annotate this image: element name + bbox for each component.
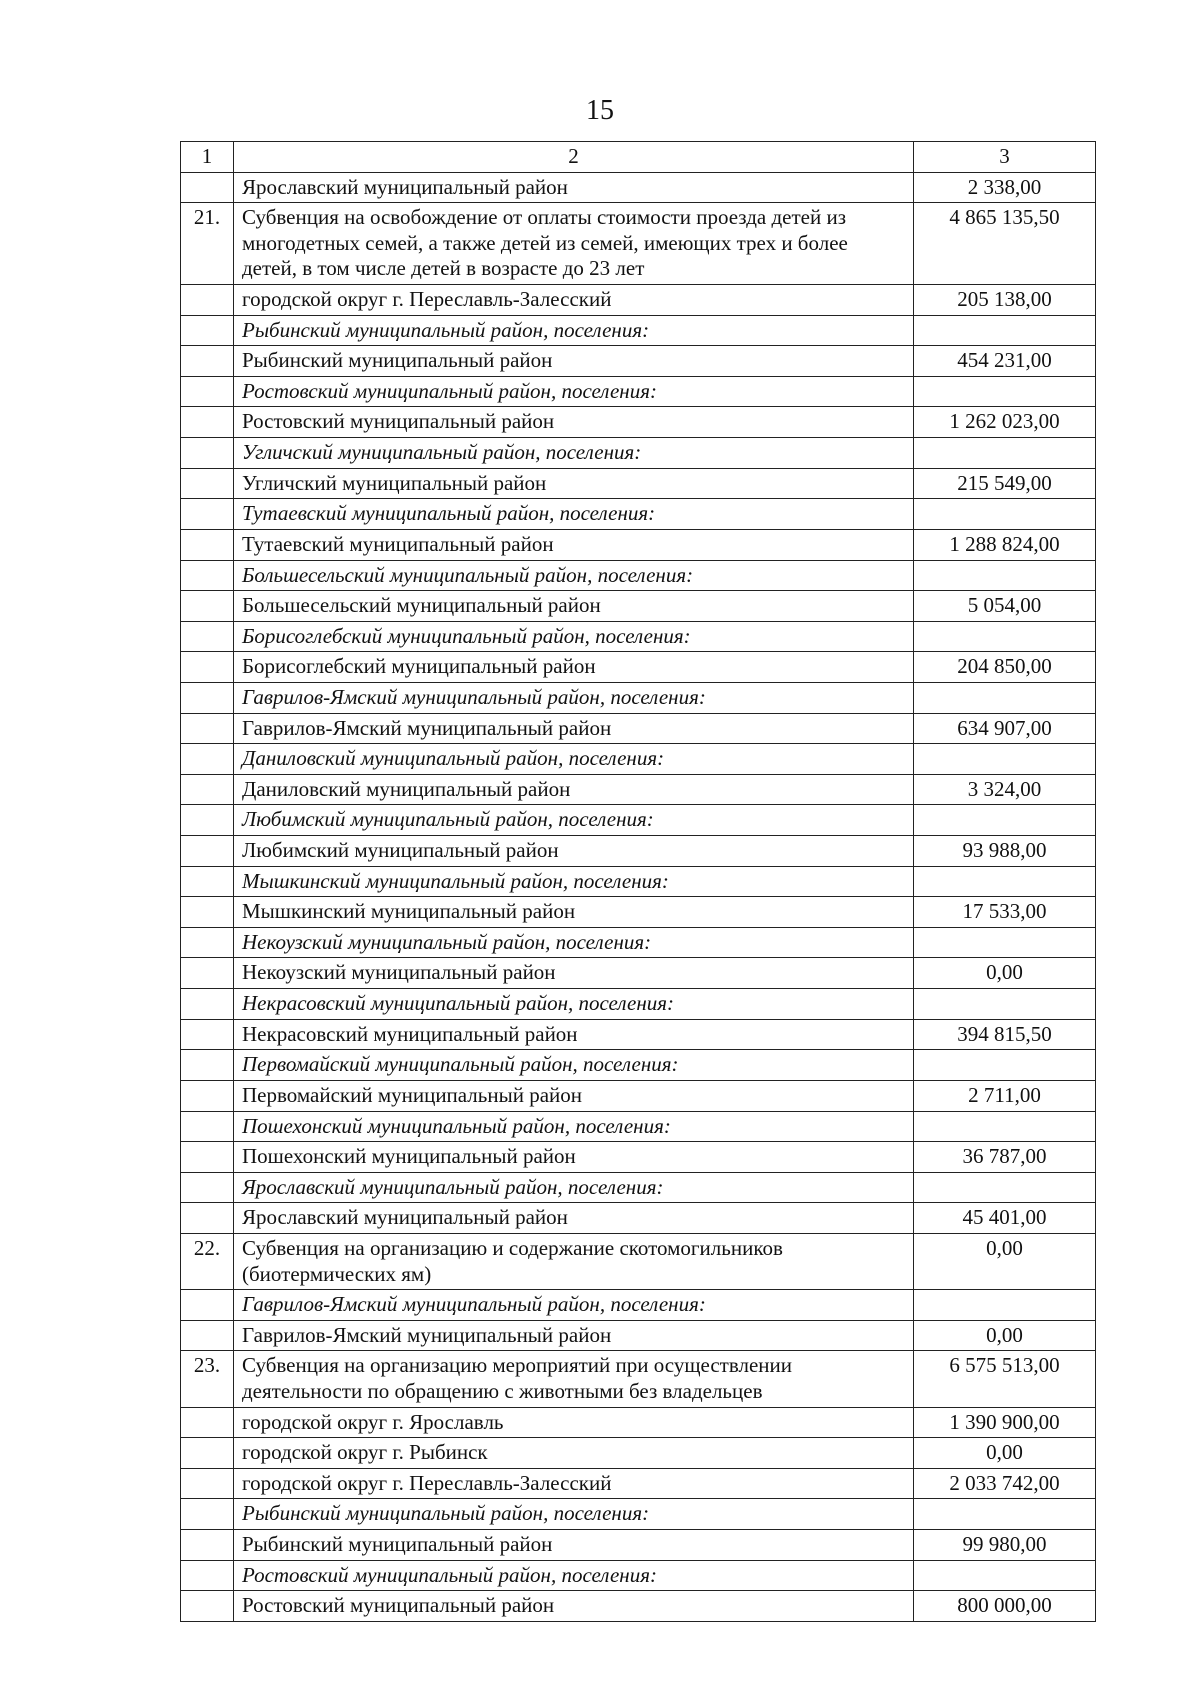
header-col-2: 2 [234, 142, 914, 173]
row-number-cell [181, 1591, 234, 1622]
row-number-cell [181, 285, 234, 316]
row-number-cell [181, 1438, 234, 1469]
row-value-cell: 634 907,00 [914, 713, 1096, 744]
row-number-cell [181, 713, 234, 744]
row-name-cell: Ярославский муниципальный район, поселения: [234, 1172, 914, 1203]
row-value-cell [914, 499, 1096, 530]
row-number-cell [181, 468, 234, 499]
row-name-cell: Ростовский муниципальный район, поселения: [234, 376, 914, 407]
row-value-cell: 394 815,50 [914, 1019, 1096, 1050]
row-number-cell [181, 499, 234, 530]
row-value-cell: 45 401,00 [914, 1203, 1096, 1234]
row-number-cell: 21. [181, 203, 234, 285]
row-name-cell: городской округ г. Переславль-Залесский [234, 1468, 914, 1499]
row-value-cell [914, 744, 1096, 775]
row-number-cell [181, 315, 234, 346]
row-number-cell [181, 866, 234, 897]
row-name-cell: Большесельский муниципальный район [234, 591, 914, 622]
row-name-cell: Некрасовский муниципальный район, поселения: [234, 989, 914, 1020]
section-row [181, 1233, 1096, 1289]
row-number-cell [181, 1530, 234, 1561]
subheader-row [181, 682, 1096, 713]
subheader-row [181, 1290, 1096, 1321]
row-value-cell: 1 262 023,00 [914, 407, 1096, 438]
row-number-cell [181, 438, 234, 469]
table-row [181, 1203, 1096, 1234]
row-value-cell [914, 315, 1096, 346]
row-number-cell [181, 560, 234, 591]
row-number-cell [181, 774, 234, 805]
table-row [181, 1320, 1096, 1351]
subheader-row [181, 1499, 1096, 1530]
table-row [181, 1019, 1096, 1050]
row-value-cell: 0,00 [914, 1438, 1096, 1469]
table-row [181, 1080, 1096, 1111]
row-name-cell: Мышкинский муниципальный район [234, 897, 914, 928]
table-row [181, 407, 1096, 438]
row-number-cell [181, 172, 234, 203]
table-row [181, 1407, 1096, 1438]
row-value-cell [914, 989, 1096, 1020]
page-number: 15 [586, 95, 614, 126]
row-name-cell: Гаврилов-Ямский муниципальный район, поселения: [234, 682, 914, 713]
row-value-cell: 2 033 742,00 [914, 1468, 1096, 1499]
row-name-cell: Ярославский муниципальный район [234, 172, 914, 203]
row-value-cell: 4 865 135,50 [914, 203, 1096, 285]
row-number-cell: 22. [181, 1233, 234, 1289]
table-row [181, 713, 1096, 744]
subheader-row [181, 744, 1096, 775]
row-value-cell: 2 338,00 [914, 172, 1096, 203]
row-number-cell [181, 1290, 234, 1321]
row-value-cell [914, 1499, 1096, 1530]
row-value-cell: 5 054,00 [914, 591, 1096, 622]
row-name-cell: городской округ г. Переславль-Залесский [234, 285, 914, 316]
table-row [181, 285, 1096, 316]
row-number-cell [181, 836, 234, 867]
row-value-cell [914, 438, 1096, 469]
row-value-cell: 215 549,00 [914, 468, 1096, 499]
row-value-cell: 0,00 [914, 958, 1096, 989]
row-name-cell: Пошехонский муниципальный район, поселения: [234, 1111, 914, 1142]
subheader-row [181, 1111, 1096, 1142]
row-name-cell: Гаврилов-Ямский муниципальный район [234, 1320, 914, 1351]
subvention-table [180, 141, 1096, 1622]
row-name-cell: Большесельский муниципальный район, поселения: [234, 560, 914, 591]
row-name-cell: Ростовский муниципальный район [234, 407, 914, 438]
row-number-cell [181, 744, 234, 775]
row-name-cell: Субвенция на организацию мероприятий при осуществлении деятельности по обращению с животными без владельцев [234, 1351, 914, 1407]
row-name-cell: Любимский муниципальный район, поселения: [234, 805, 914, 836]
row-value-cell: 3 324,00 [914, 774, 1096, 805]
header-col-1: 1 [181, 142, 234, 173]
row-value-cell [914, 1560, 1096, 1591]
row-number-cell [181, 1111, 234, 1142]
subheader-row [181, 621, 1096, 652]
row-name-cell: Угличский муниципальный район, поселения: [234, 438, 914, 469]
row-number-cell [181, 529, 234, 560]
row-value-cell [914, 560, 1096, 591]
subheader-row [181, 866, 1096, 897]
subheader-row [181, 1050, 1096, 1081]
row-number-cell [181, 1019, 234, 1050]
row-name-cell: Рыбинский муниципальный район, поселения: [234, 315, 914, 346]
row-name-cell: Гаврилов-Ямский муниципальный район, поселения: [234, 1290, 914, 1321]
row-number-cell [181, 897, 234, 928]
row-name-cell: Рыбинский муниципальный район [234, 346, 914, 377]
row-name-cell: Первомайский муниципальный район, поселения: [234, 1050, 914, 1081]
row-name-cell: Угличский муниципальный район [234, 468, 914, 499]
row-number-cell [181, 1172, 234, 1203]
row-value-cell [914, 1111, 1096, 1142]
row-value-cell: 6 575 513,00 [914, 1351, 1096, 1407]
subheader-row [181, 560, 1096, 591]
row-value-cell [914, 866, 1096, 897]
table-row [181, 897, 1096, 928]
row-name-cell: Некоузский муниципальный район [234, 958, 914, 989]
row-value-cell [914, 1172, 1096, 1203]
row-number-cell [181, 407, 234, 438]
row-name-cell: городской округ г. Ярославль [234, 1407, 914, 1438]
table-row [181, 346, 1096, 377]
row-value-cell: 99 980,00 [914, 1530, 1096, 1561]
row-number-cell [181, 1499, 234, 1530]
row-name-cell: Субвенция на освобождение от оплаты стоимости проезда детей из многодетных семей, а также детей из семей, имеющих трех и более детей, в том числе детей в возрасте до 23 лет [234, 203, 914, 285]
row-name-cell: Даниловский муниципальный район [234, 774, 914, 805]
row-value-cell [914, 1290, 1096, 1321]
row-name-cell: Любимский муниципальный район [234, 836, 914, 867]
row-value-cell: 205 138,00 [914, 285, 1096, 316]
row-name-cell: Некрасовский муниципальный район [234, 1019, 914, 1050]
subheader-row [181, 315, 1096, 346]
row-number-cell: 23. [181, 1351, 234, 1407]
table-row [181, 774, 1096, 805]
row-number-cell [181, 805, 234, 836]
row-name-cell: Гаврилов-Ямский муниципальный район [234, 713, 914, 744]
row-name-cell: Тутаевский муниципальный район [234, 529, 914, 560]
table-header-row [181, 142, 1096, 173]
subheader-row [181, 1560, 1096, 1591]
table-row [181, 1468, 1096, 1499]
table-row [181, 1530, 1096, 1561]
row-name-cell: Рыбинский муниципальный район, поселения: [234, 1499, 914, 1530]
row-number-cell [181, 1203, 234, 1234]
row-number-cell [181, 1320, 234, 1351]
row-value-cell [914, 621, 1096, 652]
row-number-cell [181, 346, 234, 377]
row-value-cell [914, 1050, 1096, 1081]
row-name-cell: Тутаевский муниципальный район, поселения: [234, 499, 914, 530]
header-col-3: 3 [914, 142, 1096, 173]
row-value-cell [914, 927, 1096, 958]
row-value-cell [914, 805, 1096, 836]
section-row [181, 1351, 1096, 1407]
table-row [181, 468, 1096, 499]
row-value-cell: 2 711,00 [914, 1080, 1096, 1111]
row-name-cell: Ростовский муниципальный район [234, 1591, 914, 1622]
row-number-cell [181, 1050, 234, 1081]
row-name-cell: Борисоглебский муниципальный район, поселения: [234, 621, 914, 652]
table-row [181, 172, 1096, 203]
row-number-cell [181, 682, 234, 713]
table-row [181, 591, 1096, 622]
row-value-cell: 0,00 [914, 1320, 1096, 1351]
row-name-cell: Рыбинский муниципальный район [234, 1530, 914, 1561]
row-number-cell [181, 621, 234, 652]
row-value-cell [914, 376, 1096, 407]
row-name-cell: Субвенция на организацию и содержание скотомогильников (биотермических ям) [234, 1233, 914, 1289]
row-name-cell: Некоузский муниципальный район, поселения: [234, 927, 914, 958]
row-number-cell [181, 989, 234, 1020]
row-value-cell: 1 390 900,00 [914, 1407, 1096, 1438]
row-name-cell: Борисоглебский муниципальный район [234, 652, 914, 683]
row-number-cell [181, 1142, 234, 1173]
table-row [181, 652, 1096, 683]
row-number-cell [181, 927, 234, 958]
subheader-row [181, 376, 1096, 407]
row-number-cell [181, 1407, 234, 1438]
row-name-cell: Ярославский муниципальный район [234, 1203, 914, 1234]
row-value-cell: 1 288 824,00 [914, 529, 1096, 560]
row-number-cell [181, 1468, 234, 1499]
table-row [181, 529, 1096, 560]
subheader-row [181, 927, 1096, 958]
table-row [181, 958, 1096, 989]
table-row [181, 1142, 1096, 1173]
row-name-cell: Мышкинский муниципальный район, поселения: [234, 866, 914, 897]
row-value-cell: 800 000,00 [914, 1591, 1096, 1622]
row-value-cell: 17 533,00 [914, 897, 1096, 928]
row-name-cell: Даниловский муниципальный район, поселения: [234, 744, 914, 775]
row-value-cell: 0,00 [914, 1233, 1096, 1289]
section-row [181, 203, 1096, 285]
row-name-cell: Первомайский муниципальный район [234, 1080, 914, 1111]
row-number-cell [181, 652, 234, 683]
subheader-row [181, 1172, 1096, 1203]
row-name-cell: Ростовский муниципальный район, поселения: [234, 1560, 914, 1591]
subheader-row [181, 805, 1096, 836]
row-number-cell [181, 1080, 234, 1111]
row-value-cell [914, 682, 1096, 713]
row-number-cell [181, 1560, 234, 1591]
row-value-cell: 204 850,00 [914, 652, 1096, 683]
row-name-cell: Пошехонский муниципальный район [234, 1142, 914, 1173]
table-row [181, 1438, 1096, 1469]
row-value-cell: 454 231,00 [914, 346, 1096, 377]
row-value-cell: 36 787,00 [914, 1142, 1096, 1173]
row-number-cell [181, 958, 234, 989]
row-value-cell: 93 988,00 [914, 836, 1096, 867]
row-number-cell [181, 376, 234, 407]
subheader-row [181, 989, 1096, 1020]
row-number-cell [181, 591, 234, 622]
table-row [181, 1591, 1096, 1622]
row-name-cell: городской округ г. Рыбинск [234, 1438, 914, 1469]
table-row [181, 836, 1096, 867]
subheader-row [181, 499, 1096, 530]
subheader-row [181, 438, 1096, 469]
